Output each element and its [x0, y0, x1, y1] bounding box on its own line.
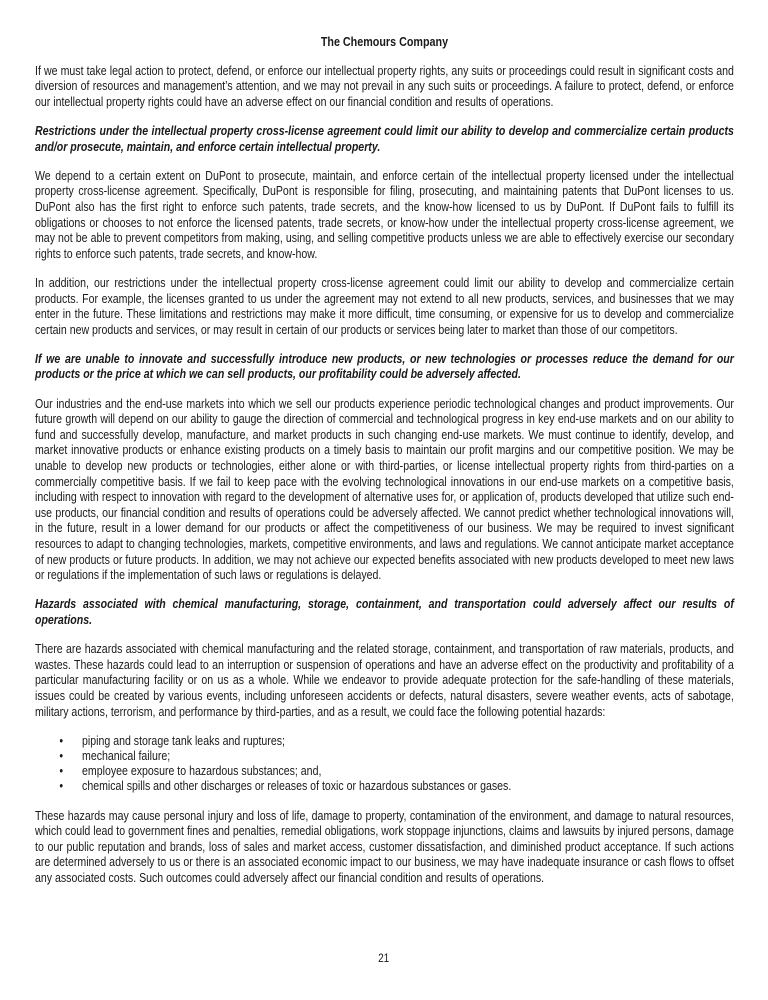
list-item	[35, 749, 734, 764]
risk-heading-chemical-hazards: Hazards associated with chemical manufacturing, storage, containment, and transportation could adversely affect our results of operations.	[35, 597, 734, 627]
paragraph-license-restrictions: In addition, our restrictions under the intellectual property cross-license agreement could limit our ability to develop and commercialize certain products. For example, the licenses granted to us under the agreement may not extend to all new products, services, and businesses that we may enter in the future. These limitations and restrictions may make it more difficult, time consuming, or expensive for us to develop and commercialize certain new products and services, or may result in certain of our products or services being later to market than those of our competitors.	[35, 275, 734, 337]
paragraph-dupont-dependence: We depend to a certain extent on DuPont to prosecute, maintain, and enforce certain of the intellectual property licensed under the intellectual property cross-license agreement. Specifically, DuPont is responsible for filing, prosecuting, and maintaining patents that DuPont licenses to us. DuPont also has the first right to enforce such patents, trade secrets, and the know-how licensed to us by DuPont. If DuPont fails to fulfill its obligations or chooses to not enforce the licensed patents, trade secrets, or know-how under the intellectual property cross-license agreement, we may not be able to prevent competitors from making, using, and selling competitive products unless we are able to effectively exercise our secondary rights to enforce such patents, trade secrets, and know-how.	[35, 168, 734, 261]
risk-heading-innovation: If we are unable to innovate and successfully introduce new products, or new technologies or processes reduce the demand for our products or the price at which we can sell products, our profitability could be adversely affected.	[35, 351, 734, 382]
risk-heading-cross-license: Restrictions under the intellectual property cross-license agreement could limit our ability to develop and commercialize certain products and/or prosecute, maintain, and enforce certain intellectual property.	[35, 123, 734, 154]
list-item-text: mechanical failure;	[82, 748, 171, 763]
hazards-list	[35, 734, 734, 795]
bullet-icon: •	[59, 748, 64, 763]
list-item-text: chemical spills and other discharges or releases of toxic or hazardous substances or gases.	[82, 779, 512, 794]
document-title: The Chemours Company	[320, 34, 449, 49]
bullet-icon: •	[59, 764, 64, 779]
paragraph-hazard-consequences: These hazards may cause personal injury and loss of life, damage to property, contamination of the environment, and damage to natural resources, which could lead to government fines and penalties, remedial obligations, work stoppage injunctions, claims and lawsuits by injured persons, damage to our public reputation and brands, loss of sales and market access, customer dissatisfaction, and diminished product acceptance. If such actions are determined adversely to us or there is an associated economic impact to our business, we may have inadequate insurance or cash flows to offset any associated costs. Such outcomes could adversely affect our financial condition and results of operations.	[35, 808, 734, 885]
paragraph-hazards-intro: There are hazards associated with chemical manufacturing and the related storage, containment, and transportation of raw materials, products, and wastes. These hazards could lead to an interruption or suspension of operations and have an adverse effect on the productivity and profitability of a particular manufacturing facility or on us as a whole. While we endeavor to provide adequate protection for the safe-handling of these materials, issues could be created by various events, including unforeseen accidents or defects, natural disasters, severe weather events, acts of sabotage, military actions, terrorism, and performance by third-parties, and as a result, we could face the following potential hazards:	[35, 642, 734, 719]
bullet-icon: •	[59, 779, 64, 794]
list-item-text: piping and storage tank leaks and ruptures;	[82, 733, 285, 748]
list-item-text: employee exposure to hazardous substances; and,	[82, 764, 322, 779]
list-item	[35, 779, 734, 794]
document-page	[35, 34, 734, 900]
paragraph-ip-enforcement: If we must take legal action to protect, defend, or enforce our intellectual property rights, any suits or proceedings could result in significant costs and diversion of resources and management’s attention, and we may not prevail in any such suits or proceedings. A failure to protect, defend, or enforce our intellectual property rights could have an adverse effect on our financial condition and results of operations.	[35, 63, 734, 109]
list-item	[35, 764, 734, 779]
bullet-icon: •	[59, 733, 64, 748]
page-number	[0, 951, 768, 965]
list-item	[35, 734, 734, 749]
page-number-text: 21	[378, 951, 390, 965]
paragraph-technological-change: Our industries and the end-use markets into which we sell our products experience periodic technological changes and product improvements. Our future growth will depend on our ability to gauge the direction of commercial and technological progress in key end-use markets and on our ability to fund and successfully develop, manufacture, and market products in such changing end-use markets. We must continue to identify, develop, and market innovative products or enhance existing products on a timely basis to maintain our profit margins and our competitive position. We may be unable to develop new products or technologies, either alone or with third-parties, or license intellectual property rights from third-parties on a commercially competitive basis. If we fail to keep pace with the evolving technological innovations in our end-use markets on a competitive basis, including with respect to innovation with regard to the development of alternative uses for, or application of, products developed that utilize such end-use products, our financial condition and results of operations could be adversely affected. We cannot predict whether technological innovations will, in the future, result in a lower demand for our products or affect the competitiveness of our business. We may be required to invest significant resources to adapt to changing technologies, markets, competitive environments, and laws and regulations. We cannot anticipate market acceptance of new products or future products. In addition, we may not achieve our expected benefits associated with new products developed to meet new laws or regulations if the implementation of such laws or regulations is delayed.	[35, 396, 734, 583]
